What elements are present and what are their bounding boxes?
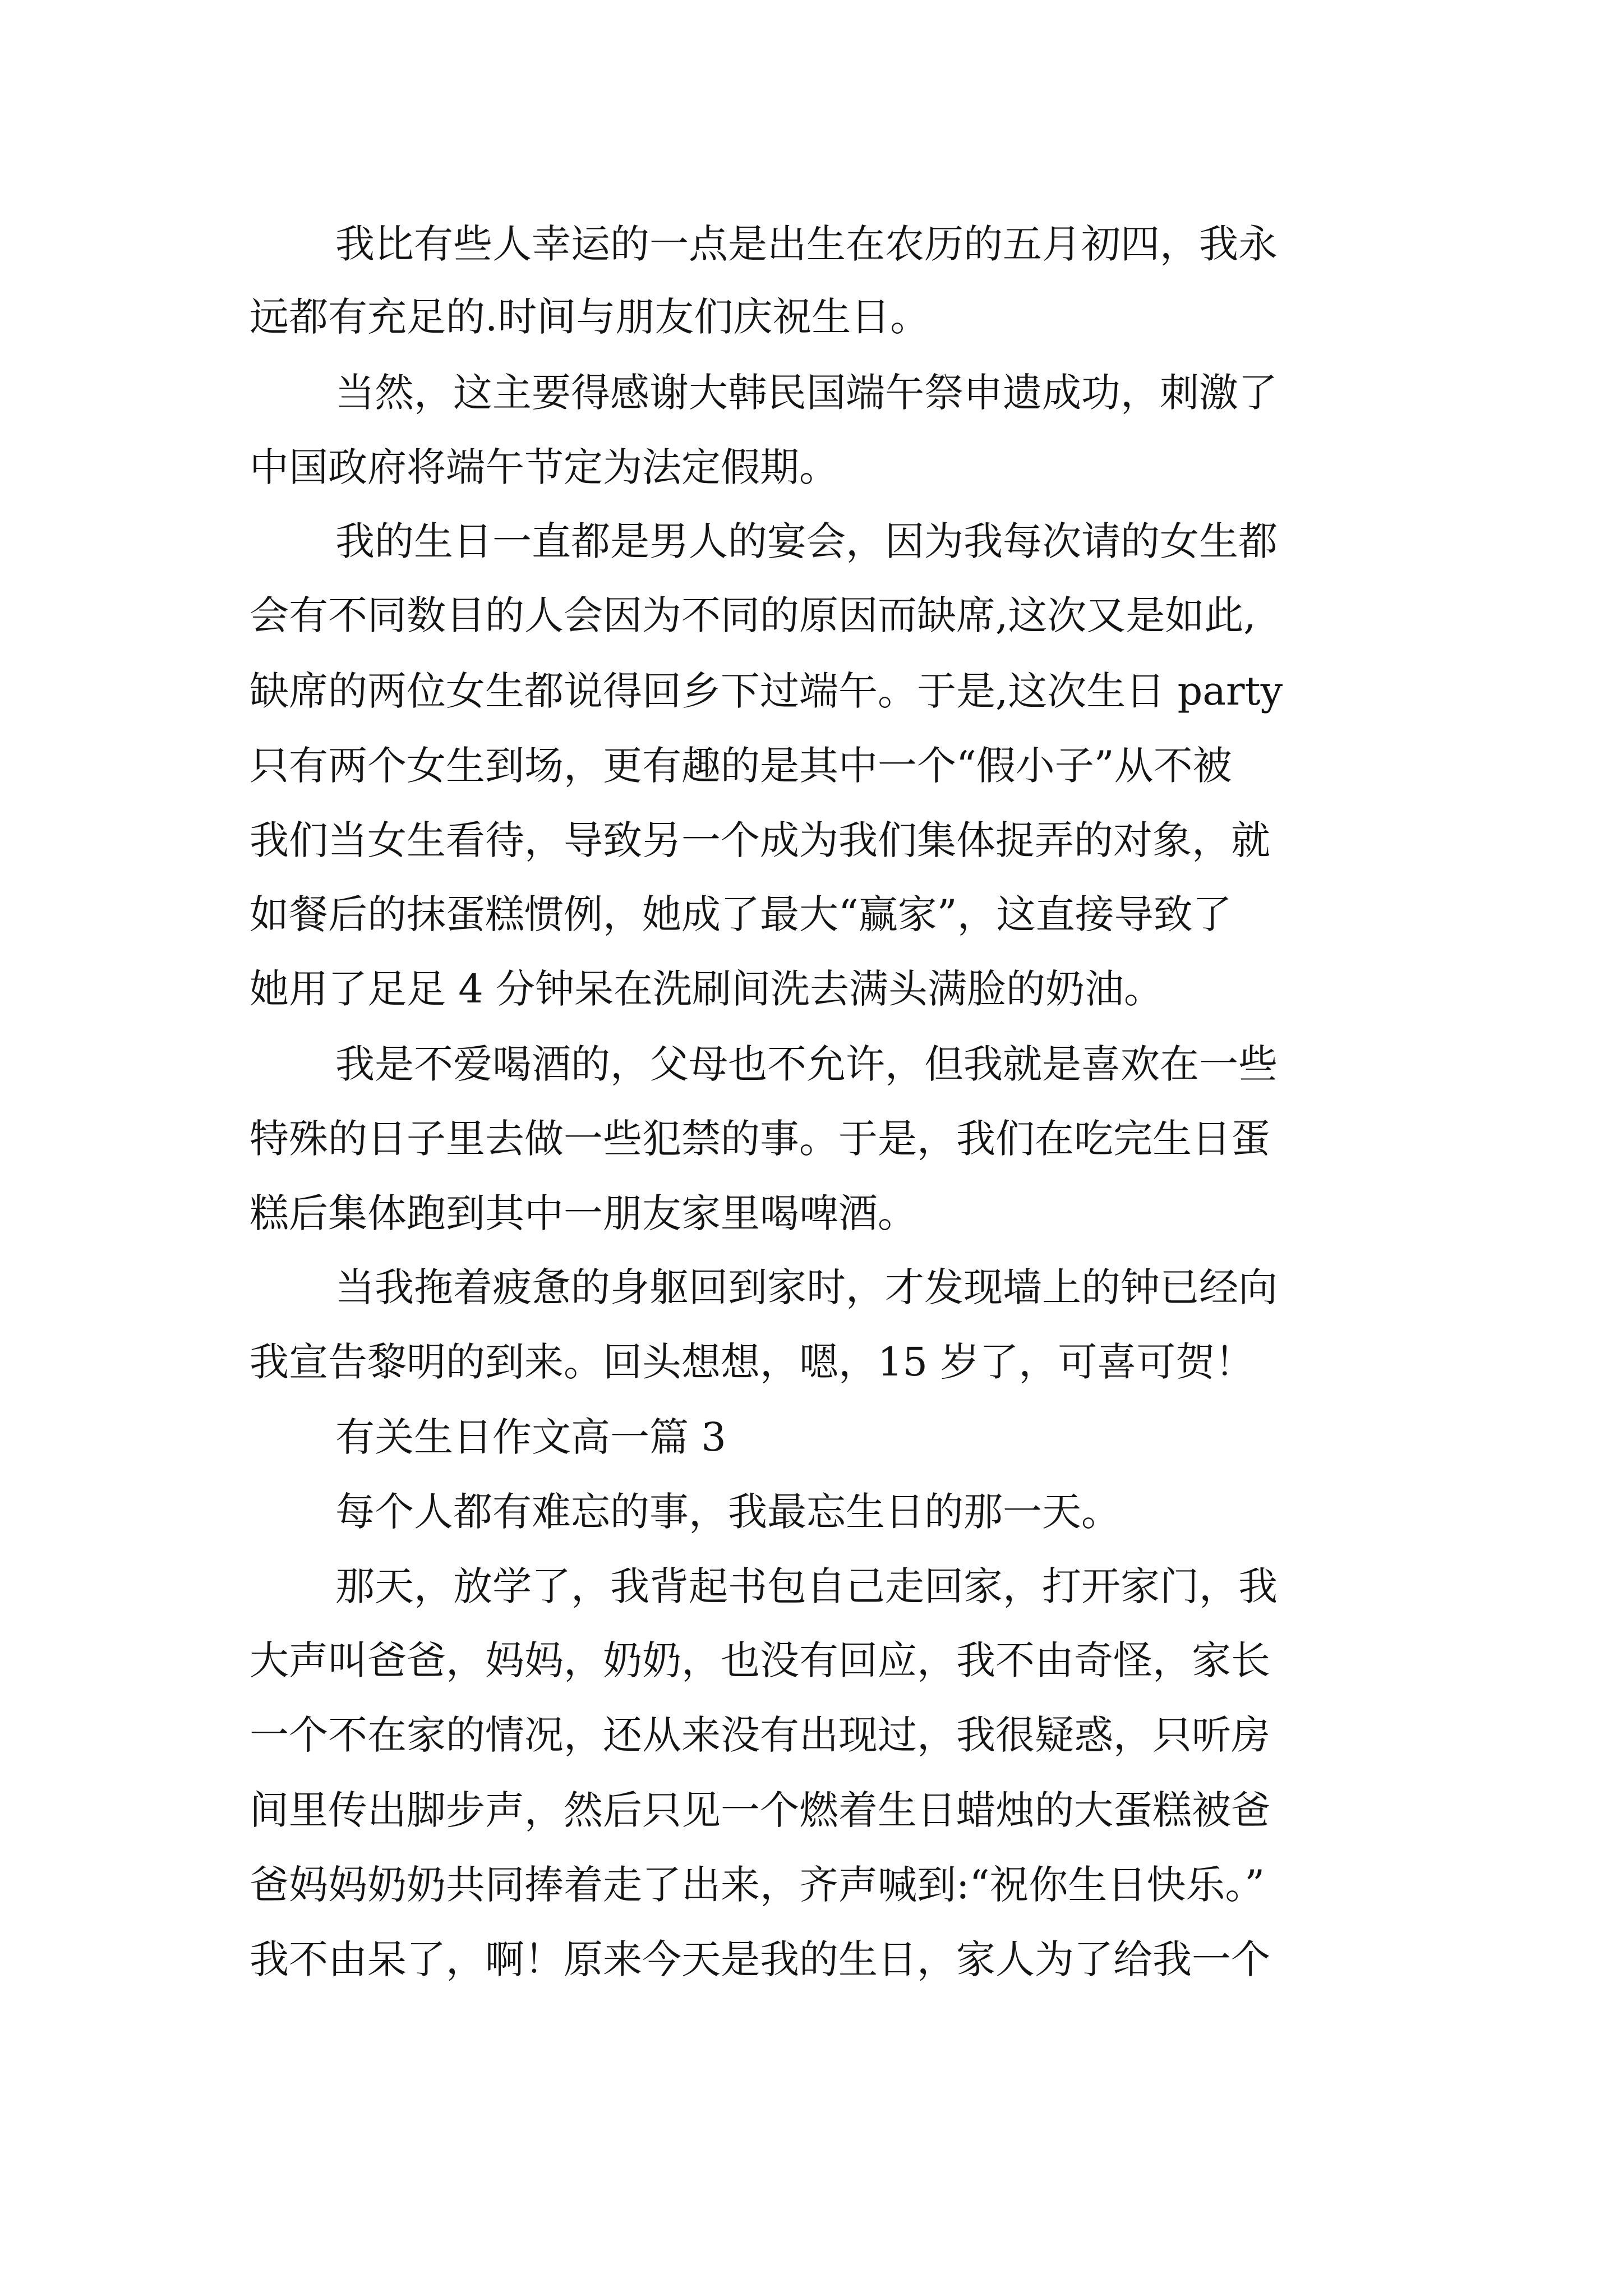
text-line: 爸妈妈奶奶共同捧着走了出来，齐声喊到:“祝你生日快乐。” <box>250 1862 1265 1908</box>
text-line: 糕后集体跑到其中一朋友家里喝啤酒。 <box>250 1190 917 1236</box>
text-line: 当我拖着疲惫的身躯回到家时，才发现墙上的钟已经向 <box>335 1264 1278 1310</box>
text-line: 那天，放学了，我背起书包自己走回家，打开家门，我 <box>335 1563 1278 1609</box>
text-line: 一个不在家的情况，还从来没有出现过，我很疑惑，只听房 <box>250 1712 1270 1758</box>
text-line: 大声叫爸爸，妈妈，奶奶，也没有回应，我不由奇怪，家长 <box>250 1637 1270 1683</box>
text-line: 我比有些人幸运的一点是出生在农历的五月初四，我永 <box>335 221 1278 267</box>
text-line: 如餐后的抹蛋糕惯例，她成了最大“赢家”，这直接导致了 <box>250 891 1232 937</box>
text-line: 只有两个女生到场，更有趣的是其中一个“假小子”从不被 <box>250 743 1232 789</box>
text-line: 我宣告黎明的到来。回头想想，嗯，15 岁了，可喜可贺！ <box>250 1339 1255 1385</box>
text-line: 特殊的日子里去做一些犯禁的事。于是，我们在吃完生日蛋 <box>250 1116 1270 1162</box>
text-line: 每个人都有难忘的事，我最忘生日的那一天。 <box>335 1489 1121 1535</box>
text-line: 我是不爱喝酒的，父母也不允许，但我就是喜欢在一些 <box>335 1041 1278 1087</box>
text-line: 当然，这主要得感谢大韩民国端午祭申遗成功，刺激了 <box>335 370 1278 416</box>
text-line: 我们当女生看待，导致另一个成为我们集体捉弄的对象，就 <box>250 817 1270 863</box>
section-heading: 有关生日作文高一篇 3 <box>335 1414 726 1460</box>
text-line: 中国政府将端午节定为法定假期。 <box>250 444 838 490</box>
text-line: 会有不同数目的人会因为不同的原因而缺席,这次又是如此, <box>250 592 1256 638</box>
text-line: 缺席的两位女生都说得回乡下过端午。于是,这次生日 party <box>250 668 1283 714</box>
text-line: 远都有充足的.时间与朋友们庆祝生日。 <box>250 294 930 340</box>
text-line: 间里传出脚步声，然后只见一个燃着生日蜡烛的大蛋糕被爸 <box>250 1787 1270 1833</box>
text-line: 我的生日一直都是男人的宴会，因为我每次请的女生都 <box>335 518 1278 564</box>
text-line: 我不由呆了，啊！原来今天是我的生日，家人为了给我一个 <box>250 1936 1270 1982</box>
text-line: 她用了足足 4 分钟呆在洗刷间洗去满头满脸的奶油。 <box>250 966 1164 1012</box>
